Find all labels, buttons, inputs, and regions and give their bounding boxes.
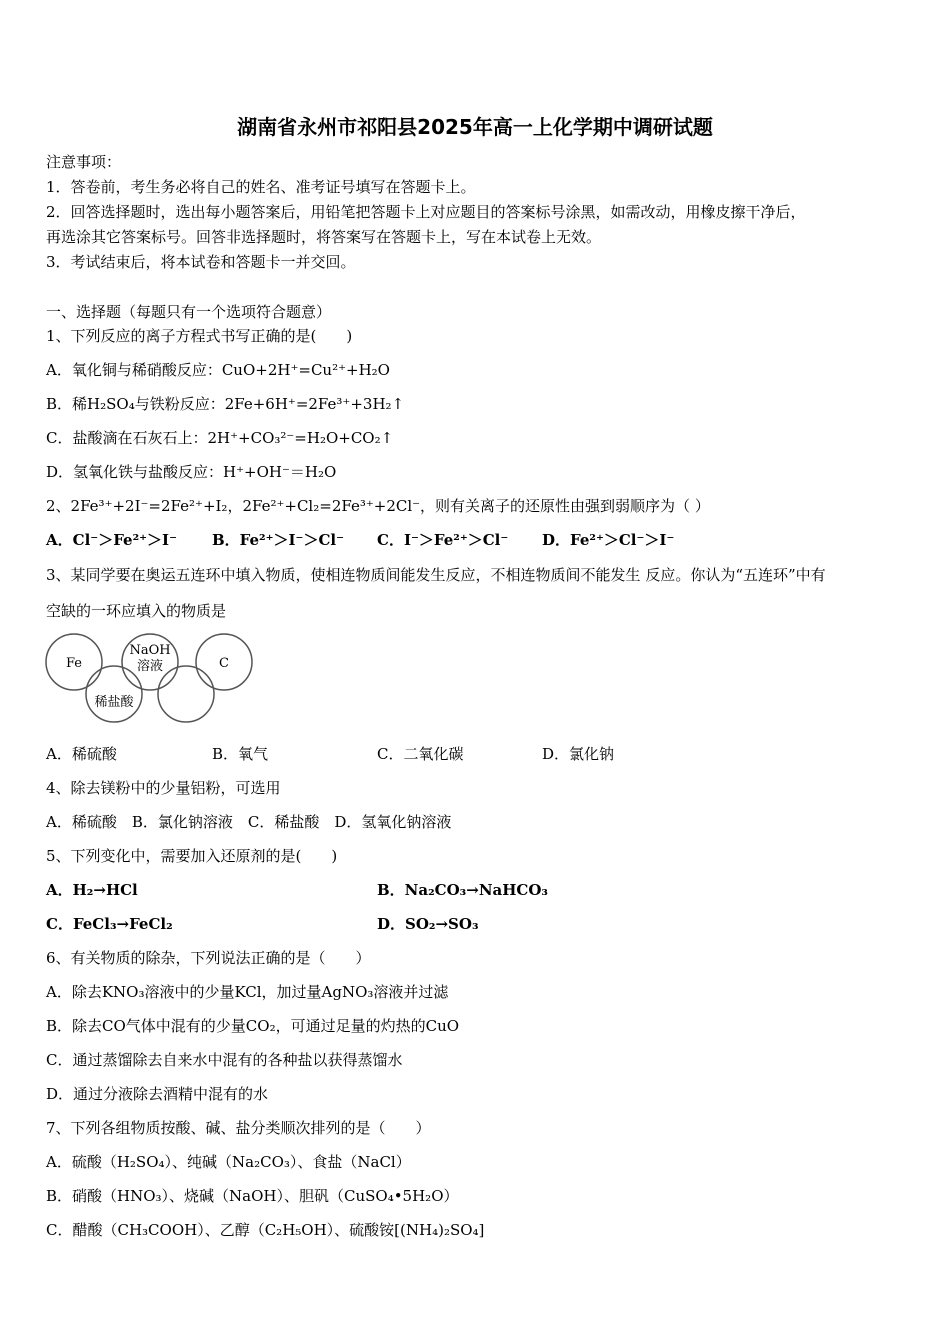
- q5-option-c: C．FeCl₃→FeCl₂: [46, 915, 173, 933]
- ring-label-c: C: [219, 656, 229, 671]
- q7-option-c: C．醋酸（CH₃COOH）、乙醇（C₂H₅OH）、硫酸铵[(NH₄)₂SO₄]: [46, 1221, 485, 1239]
- page-title: 湖南省永州市祁阳县2025年高一上化学期中调研试题: [237, 115, 713, 139]
- notice-heading: 注意事项：: [46, 153, 122, 171]
- q6-option-b: B．除去CO气体中混有的少量CO₂，可通过足量的灼热的CuO: [46, 1017, 460, 1035]
- notice-item-2-cont: 再选涂其它答案标号。回答非选择题时，将答案写在答题卡上，写在本试卷上无效。: [46, 228, 602, 246]
- q5-option-d: D．SO₂→SO₃: [377, 915, 479, 933]
- notice-item-1: 1．答卷前，考生务必将自己的姓名、准考证号填写在答题卡上。: [46, 178, 476, 196]
- q6-option-d: D．通过分液除去酒精中混有的水: [46, 1085, 269, 1103]
- q2-option-a: A．Cl⁻＞Fe²⁺＞I⁻: [46, 531, 177, 549]
- q5-option-b: B．Na₂CO₃→NaHCO₃: [377, 881, 548, 899]
- q2-stem: 2、2Fe³⁺+2I⁻=2Fe²⁺+I₂，2Fe²⁺+Cl₂=2Fe³⁺+2Cl⁻，则有关离子的还原性由强到弱顺序为（ ）: [46, 497, 710, 515]
- q1-option-b: B．稀H₂SO₄与铁粉反应：2Fe+6H⁺=2Fe³⁺+3H₂↑: [46, 395, 405, 413]
- q2-option-b: B．Fe²⁺＞I⁻＞Cl⁻: [212, 531, 345, 549]
- q3-option-c: C．二氧化碳: [377, 745, 464, 763]
- q4-stem: 4、除去镁粉中的少量铝粉，可选用: [46, 779, 281, 797]
- q3-option-b: B．氧气: [212, 745, 269, 763]
- q5-option-a: A．H₂→HCl: [46, 881, 138, 899]
- ring-hcl: [86, 666, 142, 722]
- section-heading: 一、选择题（每题只有一个选项符合题意）: [46, 303, 332, 321]
- q1-stem: 1、下列反应的离子方程式书写正确的是( ): [46, 327, 353, 345]
- q5-stem: 5、下列变化中，需要加入还原剂的是( ): [46, 847, 338, 865]
- ring-label-fe: Fe: [65, 656, 83, 671]
- q6-stem: 6、有关物质的除杂，下列说法正确的是（ ）: [46, 949, 371, 967]
- ring-label-hcl: 稀盐酸: [94, 695, 134, 710]
- q3-option-a: A．稀硫酸: [46, 745, 117, 763]
- q3-option-d: D．氯化钠: [542, 745, 615, 763]
- q3-stem-line2: 空缺的一环应填入的物质是: [46, 602, 227, 620]
- q1-option-c: C．盐酸滴在石灰石上：2H⁺+CO₃²⁻=H₂O+CO₂↑: [46, 429, 394, 447]
- q2-option-d: D．Fe²⁺＞Cl⁻＞I⁻: [542, 531, 675, 549]
- notice-item-3: 3．考试结束后，将本试卷和答题卡一并交回。: [46, 253, 356, 271]
- q3-stem-line1: 3、某同学要在奥运五连环中填入物质，使相连物质间能发生反应，不相连物质间不能发生 反应。你认为“五连环”中有: [46, 566, 826, 584]
- ring-blank: [158, 666, 214, 722]
- q2-option-c: C．I⁻＞Fe²⁺＞Cl⁻: [377, 531, 509, 549]
- ring-label-solution: 溶液: [136, 659, 164, 674]
- q1-option-d: D．氢氧化铁与盐酸反应：H⁺+OH⁻＝H₂O: [46, 463, 337, 481]
- q7-option-a: A．硫酸（H₂SO₄）、纯碱（Na₂CO₃）、食盐（NaCl）: [46, 1153, 411, 1171]
- ring-label-naoh: NaOH: [129, 643, 171, 658]
- q4-options: A．稀硫酸 B．氯化钠溶液 C．稀盐酸 D．氢氧化钠溶液: [46, 813, 452, 831]
- q6-option-a: A．除去KNO₃溶液中的少量KCl，加过量AgNO₃溶液并过滤: [46, 983, 449, 1001]
- q6-option-c: C．通过蒸馏除去自来水中混有的各种盐以获得蒸馏水: [46, 1051, 403, 1069]
- olympic-rings-diagram: [44, 632, 260, 728]
- q7-option-b: B．硝酸（HNO₃）、烧碱（NaOH）、胆矾（CuSO₄•5H₂O）: [46, 1187, 459, 1205]
- q1-option-a: A．氧化铜与稀硝酸反应：CuO+2H⁺=Cu²⁺+H₂O: [46, 361, 390, 379]
- notice-item-2: 2．回答选择题时，选出每小题答案后，用铅笔把答题卡上对应题目的答案标号涂黑，如需改动，用橡皮擦干净后，: [46, 203, 806, 221]
- q7-stem: 7、下列各组物质按酸、碱、盐分类顺次排列的是（ ）: [46, 1119, 431, 1137]
